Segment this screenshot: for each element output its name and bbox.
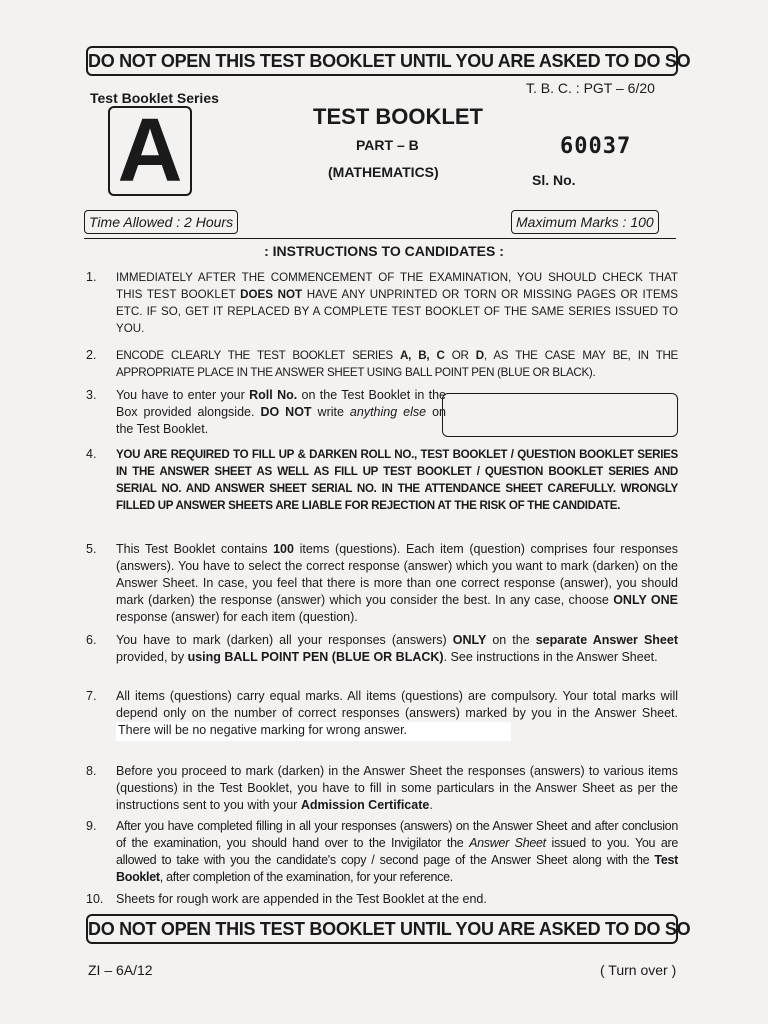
item-text: .: [429, 798, 433, 812]
item-text: , AS THE CASE MAY BE, IN THE APPROPRIATE PLACE IN THE ANSWER SHEET USING BALL POINT PEN (BLUE OR BLACK).: [116, 349, 678, 379]
instruction-item-8: [86, 763, 678, 814]
instructions-heading: : INSTRUCTIONS TO CANDIDATES :: [264, 243, 504, 259]
booklet-title: [0, 104, 768, 130]
item-italic: anything else: [349, 405, 427, 419]
maximum-marks: Maximum Marks : 100: [511, 210, 659, 234]
booklet-part: PART – B: [356, 137, 419, 153]
series-letter: A: [117, 101, 183, 201]
instruction-item-5: [86, 541, 678, 626]
item-text: IMMEDIATELY AFTER THE COMMENCEMENT OF THE EXAMINATION, YOU SHOULD CHECK THAT THIS TEST BOOKLET: [116, 271, 678, 301]
bottom-warning-banner: DO NOT OPEN THIS TEST BOOKLET UNTIL YOU ARE ASKED TO DO SO: [86, 914, 678, 944]
instruction-item-6: [86, 632, 678, 666]
item-number: 6.: [86, 633, 97, 647]
item-emphasis: Test Booklet: [116, 853, 678, 884]
item-number: 10.: [86, 892, 104, 906]
item-emphasis: Roll No.: [249, 388, 298, 402]
series-label: Test Booklet Series: [90, 90, 219, 106]
item-text: , after completion of the examination, for your reference.: [159, 870, 453, 884]
item-text: ENCODE CLEARLY THE TEST BOOKLET SERIES: [116, 349, 401, 362]
item-emphasis: A, B, C: [400, 349, 445, 362]
instruction-item-9: [86, 818, 678, 886]
item-text: HAVE ANY UNPRINTED OR TORN OR MISSING PAGES OR ITEMS ETC. IF SO, GET IT REPLACED BY A COMPLETE TEST BOOKLET OF THE SAME SERIES ISSUED TO YOU.: [116, 288, 678, 335]
item-emphasis: ONLY: [452, 633, 487, 647]
instruction-item-7: [86, 688, 678, 741]
instruction-item-4: [86, 446, 678, 514]
item-text: After you have completed filling in all your responses (answers) on the Answer Sheet and after conclusion of the examination, you should hand over to the Invigilator the: [116, 819, 678, 850]
serial-label: Sl. No.: [532, 172, 576, 188]
item-number: 5.: [86, 542, 97, 556]
item-text: All items (questions) carry equal marks. All items (questions) are compulsory. Your total marks will depend only on the number of correct responses (answers) marked by you in the Answer Sheet.: [116, 689, 678, 720]
item-number: 9.: [86, 819, 97, 833]
item-text: issued to you. You are allowed to take with you the candidate's copy / second page of the Answer Sheet along with the: [116, 836, 678, 867]
item-emphasis: D: [475, 349, 484, 362]
item-text: You have to mark (darken) all your responses (answers): [116, 633, 453, 647]
item-number: 8.: [86, 764, 97, 778]
item-text: write: [311, 405, 350, 419]
pasted-note: There will be no negative marking for wrong answer.: [116, 722, 511, 741]
item-text: items (questions). Each item (question) comprises four responses (answers). You have to select the correct response (answer) which you want to mark (darken) on the Answer Sheet. In case, you feel that there is more than one correct response (answer), you should mark (darken) the response (answer) which you consider the best. In any case, choose: [116, 542, 678, 607]
booklet-title-text: TEST BOOKLET: [313, 104, 483, 129]
item-number: 1.: [86, 270, 97, 284]
time-allowed: Time Allowed : 2 Hours: [84, 210, 238, 234]
item-text: This Test Booklet contains: [116, 542, 274, 556]
item-emphasis: YOU ARE REQUIRED TO FILL UP & DARKEN ROLL NO., TEST BOOKLET / QUESTION BOOKLET SERIES IN THE ANSWER SHEET AS WELL AS FILL UP TEST BOOKLET / QUESTION BOOKLET SERIES AND SERIAL NO. AND ANSWER SHEET SERIAL NO. IN THE ATTENDANCE SHEET CAREFULLY. WRONGLY FILLED UP ANSWER SHEETS ARE LIABLE FOR REJECTION AT THE RISK OF THE CANDIDATE.: [116, 448, 678, 512]
item-text: . See instructions in the Answer Sheet.: [443, 650, 658, 664]
item-text: You have to enter your: [116, 388, 250, 402]
item-text: OR: [444, 349, 476, 362]
header-divider: [84, 238, 676, 239]
serial-number: 60037: [560, 134, 632, 159]
turn-over-note: ( Turn over ): [600, 962, 677, 978]
instruction-item-10: [86, 891, 678, 908]
item-emphasis: Admission Certificate: [300, 798, 430, 812]
booklet-code: ZI – 6A/12: [88, 962, 153, 978]
item-emphasis: 100: [273, 542, 294, 556]
item-number: 2.: [86, 348, 97, 362]
item-text: Sheets for rough work are appended in the Test Booklet at the end.: [116, 892, 487, 906]
item-emphasis: DOES NOT: [240, 288, 303, 301]
item-text: on the: [486, 633, 536, 647]
item-text: Before you proceed to mark (darken) in the Answer Sheet the responses (answers) to various items (questions) in the Test Booklet, you have to fill in some particulars in the Answer Sheet as per the instructions sent to you with your: [116, 764, 678, 812]
item-text: provided, by: [116, 650, 188, 664]
item-emphasis: using BALL POINT PEN (BLUE OR BLACK): [187, 650, 444, 664]
item-italic: Answer Sheet: [469, 836, 546, 850]
roll-number-box[interactable]: [442, 393, 678, 437]
item-number: 4.: [86, 447, 97, 461]
item-text: on the Test Booklet.: [116, 405, 446, 436]
instruction-item-2: [86, 347, 678, 381]
top-warning-banner: DO NOT OPEN THIS TEST BOOKLET UNTIL YOU ARE ASKED TO DO SO: [86, 46, 678, 76]
item-number: 7.: [86, 689, 97, 703]
item-text: response (answer) for each item (question).: [116, 610, 358, 624]
item-emphasis: ONLY ONE: [613, 593, 678, 607]
item-emphasis: DO NOT: [260, 405, 312, 419]
item-number: 3.: [86, 388, 97, 402]
booklet-subject: (MATHEMATICS): [328, 164, 439, 180]
tbc-code: T. B. C. : PGT – 6/20: [526, 80, 655, 96]
item-text: on the Test Booklet in the Box provided alongside.: [116, 388, 447, 419]
item-emphasis: separate Answer Sheet: [535, 633, 678, 647]
instruction-item-1: [86, 269, 678, 337]
